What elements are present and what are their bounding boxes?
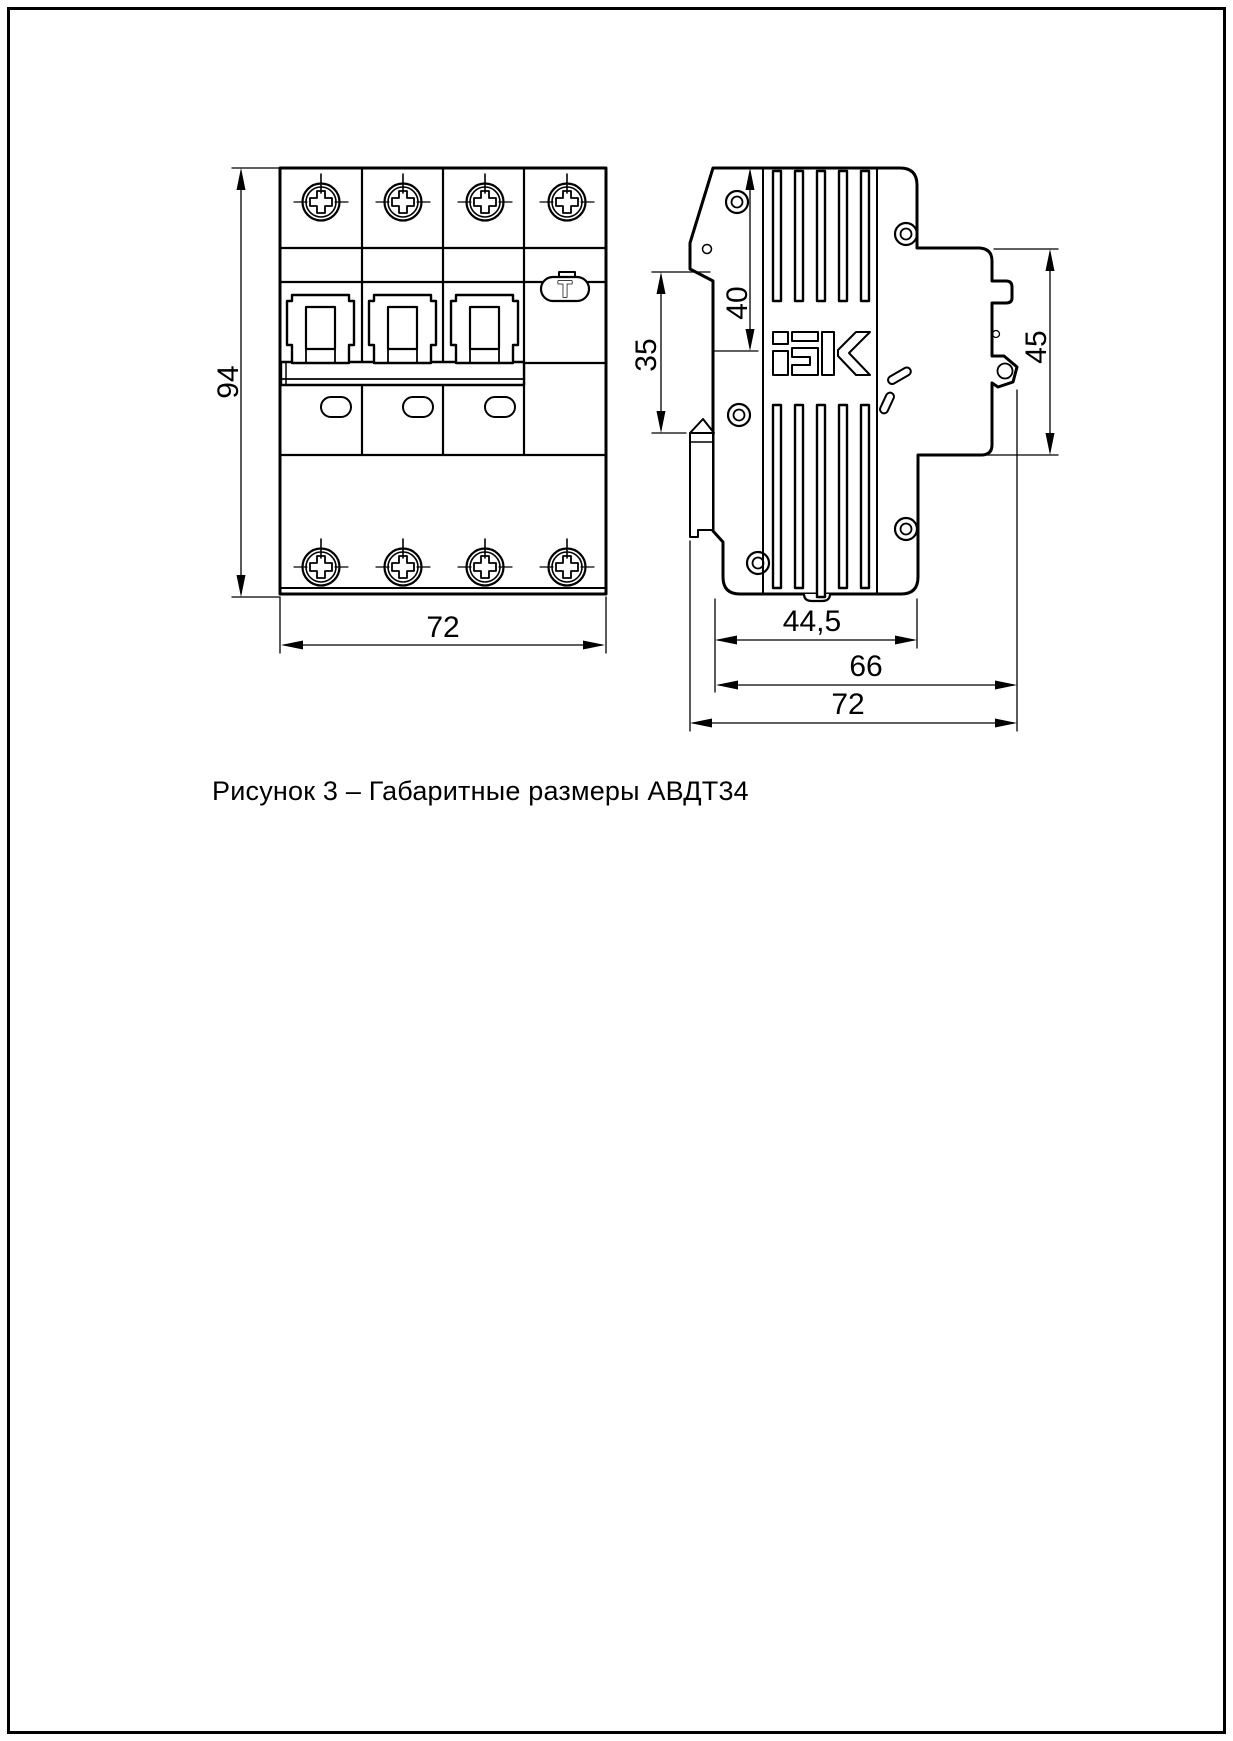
din-clip-latch [690, 419, 714, 537]
dim-44-5 [715, 599, 917, 692]
dim-label-45: 45 [1020, 330, 1053, 364]
figure-caption: Рисунок 3 – Габаритные размеры АВДТ34 [212, 776, 749, 806]
dim-label-72-side: 72 [831, 688, 865, 721]
toggle-bar [281, 362, 524, 385]
dim-label-35: 35 [630, 338, 663, 372]
dim-72-front [280, 597, 606, 653]
dim-label-40: 40 [721, 286, 754, 320]
side-view [630, 168, 1058, 731]
dim-label-72-front: 72 [426, 611, 460, 644]
test-button-label: T [557, 276, 573, 302]
toggle-handles [287, 295, 518, 363]
dim-94 [212, 168, 279, 597]
dim-label-66: 66 [849, 650, 883, 683]
dim-35 [630, 272, 710, 433]
pin-hole [993, 331, 1000, 338]
dim-label-44-5: 44,5 [782, 605, 842, 638]
side-body-outline [690, 168, 1017, 594]
dim-label-94: 94 [212, 365, 245, 399]
front-view [212, 168, 606, 653]
